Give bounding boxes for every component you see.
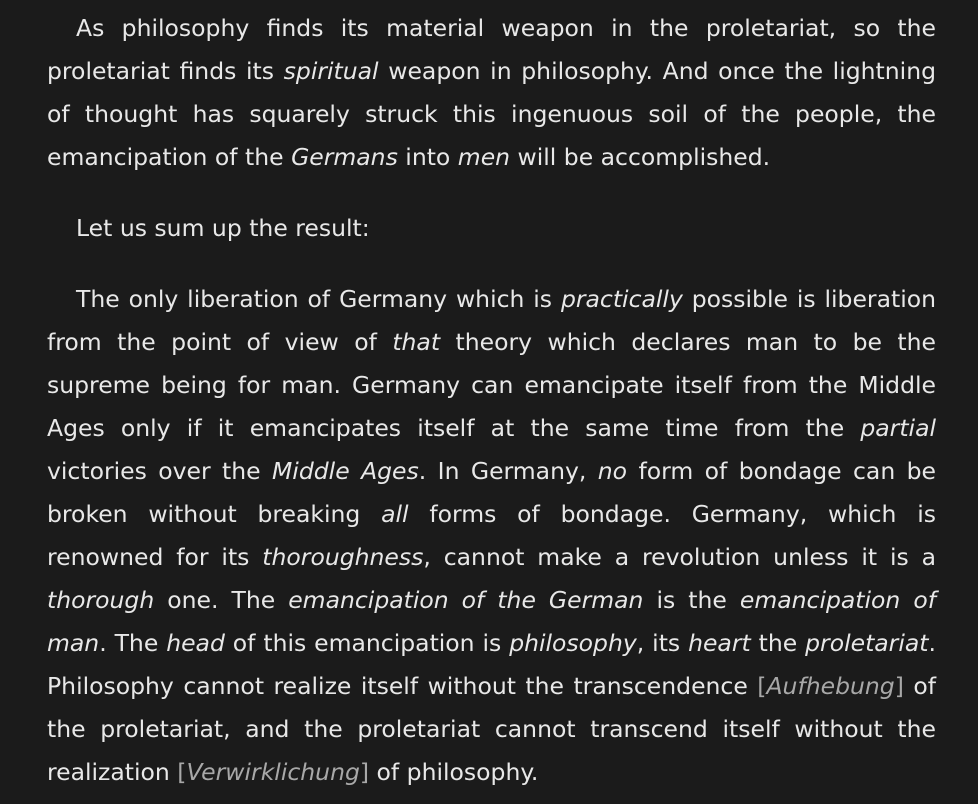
text-segment: of this emancipation is — [224, 629, 510, 657]
text-segment: As philosophy finds its material weapon in the proletariat, so the proletariat finds its — [47, 14, 936, 85]
emphasis-text: men — [457, 143, 511, 171]
text-segment: , cannot make a revolution unless it is a — [423, 543, 936, 571]
text-segment: ] — [894, 672, 904, 700]
emphasis-text: emancipation of man — [47, 586, 936, 657]
emphasis-text: philosophy — [509, 629, 637, 657]
text-segment: The only liberation of Germany which is — [76, 285, 561, 313]
text-segment: form of bondage can be broken without breaking — [47, 457, 936, 528]
emphasis-text: that — [392, 328, 441, 356]
emphasis-text: Verwirklichung — [186, 758, 360, 786]
text-segment: [ — [757, 672, 767, 700]
text-segment: into — [397, 143, 458, 171]
emphasis-text: all — [381, 500, 409, 528]
text-segment: . The — [99, 629, 167, 657]
text-segment: of the proletariat, and the proletariat cannot transcend itself without the realization — [47, 672, 936, 786]
text-segment: is the — [643, 586, 740, 614]
text-segment: will be accomplished. — [510, 143, 771, 171]
text-segment: one. The — [154, 586, 289, 614]
emphasis-text: partial — [860, 414, 936, 442]
text-segment: theory which declares man to be the supreme being for man. Germany can emancipate itself from the Middle Ages only if it emancipates itself at the same time from the — [47, 328, 936, 442]
text-segment: . In Germany, — [418, 457, 598, 485]
emphasis-text: Aufhebung — [766, 672, 895, 700]
emphasis-text: no — [597, 457, 628, 485]
emphasis-text: emancipation of the German — [288, 586, 644, 614]
paragraph-2 — [47, 207, 936, 250]
paragraph-3 — [47, 278, 936, 794]
text-segment: ] — [359, 758, 370, 786]
text-segment: victories over the — [47, 457, 273, 485]
emphasis-text: head — [166, 629, 225, 657]
emphasis-text: thoroughness — [262, 543, 424, 571]
text-segment: weapon in philosophy. And once the lightning of thought has squarely struck this ingenuous soil of the people, the emancipation of the — [47, 57, 937, 171]
text-segment: Let us sum up the result: — [76, 214, 370, 242]
text-segment: of philosophy. — [369, 758, 539, 786]
text-segment: , its — [636, 629, 689, 657]
emphasis-text: spiritual — [283, 57, 379, 85]
emphasis-text: Middle Ages — [272, 457, 419, 485]
text-segment: . Philosophy cannot realize itself without the transcendence — [47, 629, 936, 700]
paragraph-1 — [47, 7, 936, 179]
emphasis-text: proletariat — [805, 629, 929, 657]
text-segment: forms of bondage. Germany, which is renowned for its — [47, 500, 936, 571]
emphasis-text: Germans — [291, 143, 398, 171]
emphasis-text: practically — [560, 285, 683, 313]
emphasis-text: heart — [688, 629, 751, 657]
text-segment: the — [750, 629, 806, 657]
emphasis-text: thorough — [47, 586, 155, 614]
text-segment: possible is liberation from the point of view of — [47, 285, 936, 356]
text-segment: [ — [177, 758, 187, 786]
